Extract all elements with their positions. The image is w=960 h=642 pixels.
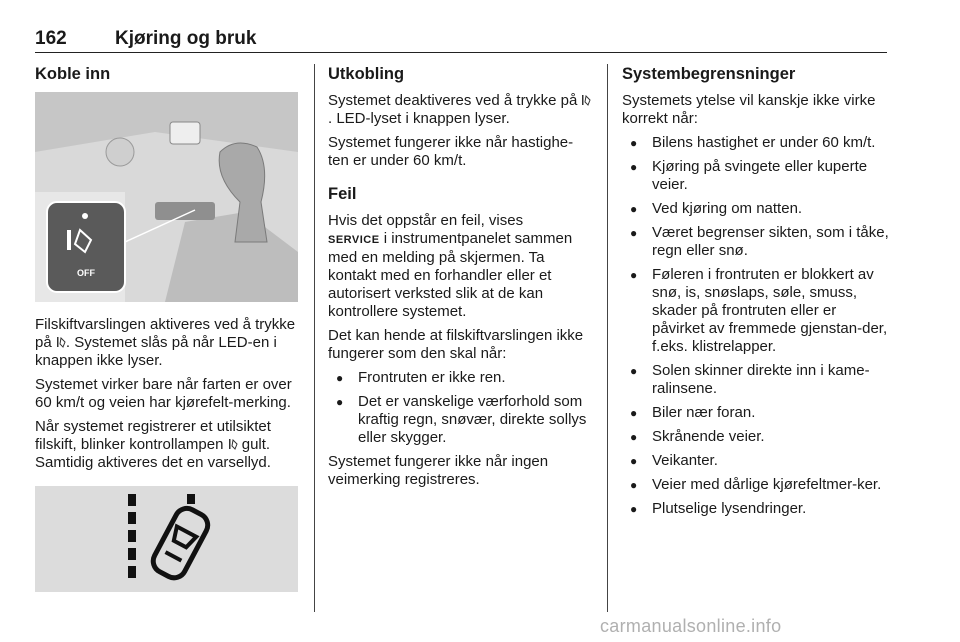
- list-item: ● Veier med dårlige kjørefeltmer-ker.: [622, 476, 890, 494]
- list-item: ● Føleren i frontruten er blokkert av snø, is, snøslaps, søle, smuss, skader på frontruten eller er påvirket av fremmede gjenstan-der, f.eks. klistrelapper.: [622, 266, 890, 356]
- list-item: ● Frontruten er ikke ren.: [328, 369, 593, 387]
- watermark: carmanualsonline.info: [600, 616, 782, 636]
- list-item: ● Det er vanskelige værforhold som kraftig regn, snøvær, direkte sollys eller skygger.: [328, 393, 593, 447]
- chapter-title: Kjøring og bruk: [115, 28, 257, 49]
- list-item: ● Kjøring på svingete eller kuperte veier.: [622, 158, 890, 194]
- paragraph: Filskiftvarslingen aktiveres ved å trykke på . Systemet slås på når LED-en i knappen ikke lyser.: [35, 316, 296, 369]
- list-item: ● Ved kjøring om natten.: [622, 200, 890, 218]
- section-heading-utkobling: Utkobling: [328, 65, 405, 83]
- paragraph: Systemet fungerer ikke når ingen veimerking registreres.: [328, 453, 549, 488]
- page-number: 162: [35, 28, 67, 49]
- paragraph: Systemet deaktiveres ved å trykke på . LED-lyset i knappen lyser.: [328, 92, 593, 128]
- list-item: ● Veikanter.: [622, 452, 890, 470]
- column-middle: [328, 64, 593, 495]
- list-item: ● Plutselige lysendringer.: [622, 500, 890, 518]
- column-divider: [607, 64, 608, 612]
- gear-lever-button-photo: [35, 92, 298, 302]
- section-heading-systembegrensninger: Systembegrensninger: [622, 65, 796, 83]
- console-illustration: [35, 92, 298, 302]
- list-item: ● Bilens hastighet er under 60 km/t.: [622, 134, 890, 152]
- column-left: [35, 64, 300, 592]
- paragraph: Det kan hende at filskiftvarslingen ikke fungerer som den skal når:: [328, 327, 584, 362]
- page-header: [35, 28, 885, 50]
- section-heading-koble-inn: Koble inn: [35, 65, 111, 83]
- paragraph: Når systemet registrerer et utilsiktet filskift, blinker kontrollampen gult. Samtidig aktiveres det en varsellyd.: [35, 418, 271, 471]
- list-item: ● Biler nær foran.: [622, 404, 890, 422]
- header-rule: [35, 52, 887, 53]
- column-divider: [314, 64, 315, 612]
- condition-list: [328, 369, 593, 447]
- paragraph: Systemets ytelse vil kanskje ikke virke korrekt når:: [622, 92, 876, 127]
- lane-departure-icon: [56, 336, 66, 348]
- list-item: ● Været begrenser sikten, som i tåke, regn eller snø.: [622, 224, 890, 260]
- off-label: OFF: [77, 268, 95, 278]
- lane-departure-warning-symbol: [35, 486, 298, 592]
- lane-departure-icon: [228, 438, 238, 450]
- paragraph: Systemet fungerer ikke når hastighe-ten er under 60 km/t.: [328, 134, 574, 169]
- paragraph: Systemet virker bare når farten er over 60 km/t og veien har kjørefelt-merking.: [35, 376, 292, 411]
- limitations-list: [622, 134, 890, 518]
- list-item: ● Skrånende veier.: [622, 428, 890, 446]
- section-heading-feil: Feil: [328, 185, 357, 203]
- list-item: ● Solen skinner direkte inn i kame-ralinsene.: [622, 362, 890, 398]
- lane-departure-icon: [581, 94, 591, 106]
- paragraph: Hvis det oppstår en feil, vises SERVICE i instrumentpanelet sammen med en melding på skjermen. Ta kontakt med en forhandler eller et autorisert verksted slik at de kan kontrollere systemet.: [328, 212, 573, 320]
- column-right: [622, 64, 890, 524]
- service-indicator: SERVICE: [328, 234, 380, 246]
